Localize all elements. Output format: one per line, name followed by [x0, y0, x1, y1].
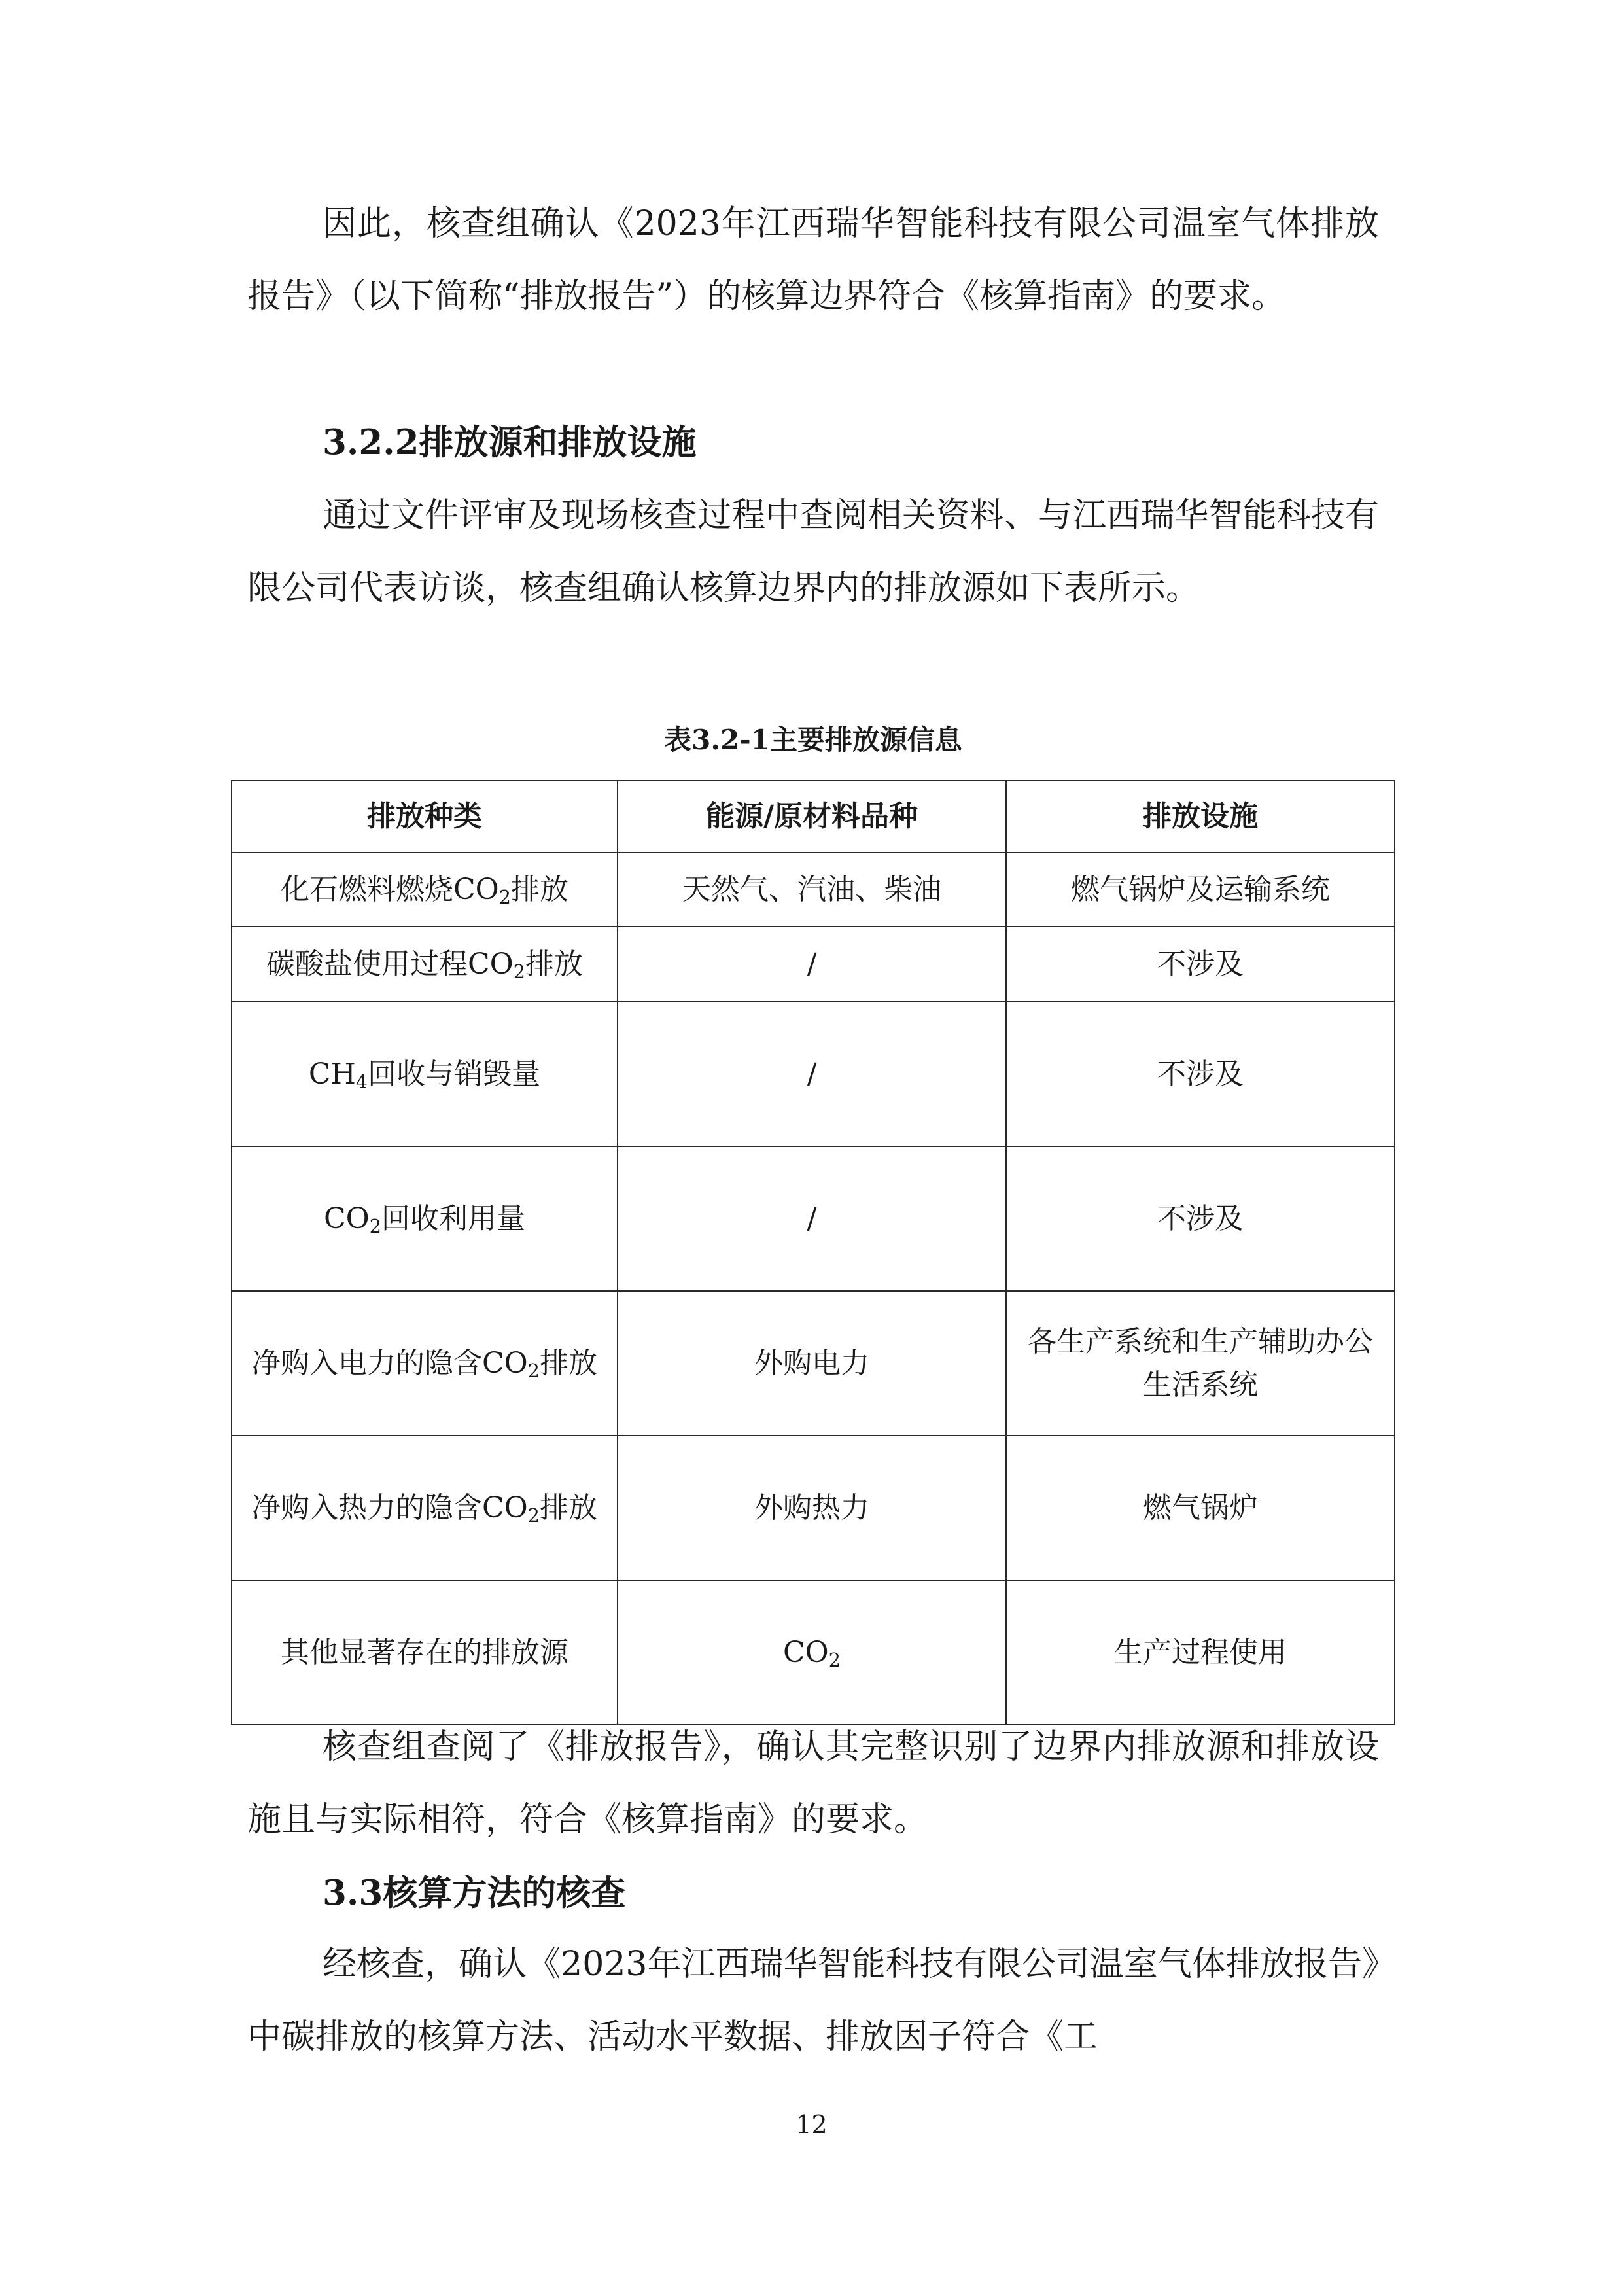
cell-emission-facility: 生产过程使用: [1006, 1580, 1395, 1725]
cell-emission-type: 化石燃料燃烧$CO_2$排放: [232, 853, 618, 927]
table-header-row: [232, 781, 1395, 853]
table-row: [232, 1436, 1395, 1580]
section-heading-3-3: 3.3核算方法的核查: [323, 1873, 626, 1913]
paragraph-method-check: 经核查，确认《2023年江西瑞华智能科技有限公司温室气体排放报告》中碳排放的核算方法、活动水平数据、排放因子符合《工: [247, 1945, 1379, 2057]
cell-energy-material: 外购热力: [618, 1436, 1006, 1580]
table-row: [232, 1002, 1395, 1146]
paragraph-review-conclusion: 核查组查阅了《排放报告》，确认其完整识别了边界内排放源和排放设施且与实际相符，符合《核算指南》的要求。: [247, 1727, 1379, 1839]
cell-energy-material: /: [618, 1146, 1006, 1291]
cell-emission-type: 碳酸盐使用过程$CO_2$排放: [232, 927, 618, 1002]
paragraph-boundary-conclusion: 因此，核查组确认《2023年江西瑞华智能科技有限公司温室气体排放报告》（以下简称“排放报告”）的核算边界符合《核算指南》的要求。: [247, 204, 1379, 316]
table-row: [232, 1580, 1395, 1725]
cell-emission-facility: 燃气锅炉及运输系统: [1006, 853, 1395, 927]
paragraph-sources-intro: 通过文件评审及现场核查过程中查阅相关资料、与江西瑞华智能科技有限公司代表访谈，核查组确认核算边界内的排放源如下表所示。: [247, 496, 1379, 608]
cell-emission-type: 净购入电力的隐含$CO_2$排放: [232, 1291, 618, 1436]
cell-emission-type: 其他显著存在的排放源: [232, 1580, 618, 1725]
cell-energy-material: $CO_2$: [618, 1580, 1006, 1725]
cell-emission-facility: 燃气锅炉: [1006, 1436, 1395, 1580]
cell-emission-facility: 不涉及: [1006, 1002, 1395, 1146]
table-row: [232, 927, 1395, 1002]
cell-emission-type: $CO_2$回收利用量: [232, 1146, 618, 1291]
table-caption: 表3.2-1主要排放源信息: [664, 724, 962, 756]
table-row: [232, 1146, 1395, 1291]
cell-energy-material: /: [618, 1002, 1006, 1146]
table-row: [232, 853, 1395, 927]
page-number: 12: [795, 2110, 828, 2139]
cell-emission-facility: 不涉及: [1006, 927, 1395, 1002]
cell-energy-material: /: [618, 927, 1006, 1002]
emission-sources-table: [231, 780, 1395, 1725]
column-header-emission-facility: 排放设施: [1006, 781, 1395, 853]
section-heading-3-2-2: 3.2.2排放源和排放设施: [323, 422, 697, 463]
cell-energy-material: 天然气、汽油、柴油: [618, 853, 1006, 927]
cell-emission-facility: 不涉及: [1006, 1146, 1395, 1291]
cell-emission-type: $CH_4$回收与销毁量: [232, 1002, 618, 1146]
column-header-emission-type: 排放种类: [232, 781, 618, 853]
column-header-energy-material: 能源/原材料品种: [618, 781, 1006, 853]
cell-emission-type: 净购入热力的隐含$CO_2$排放: [232, 1436, 618, 1580]
cell-emission-facility: 各生产系统和生产辅助办公生活系统: [1006, 1291, 1395, 1436]
cell-energy-material: 外购电力: [618, 1291, 1006, 1436]
table-row: [232, 1291, 1395, 1436]
